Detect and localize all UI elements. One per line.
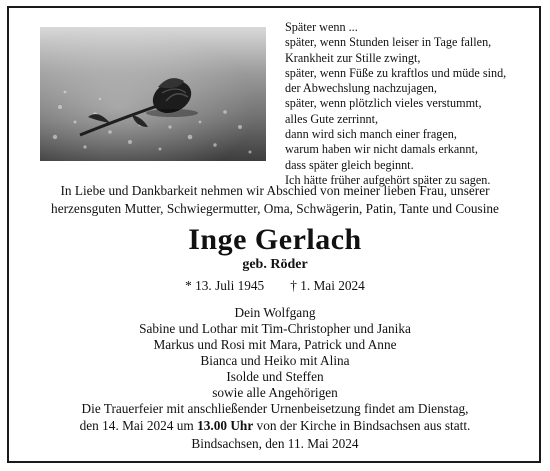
poem-line: dann wird sich manch einer fragen, xyxy=(285,127,457,142)
mourner-line: Markus und Rosi mit Mara, Patrick und Anne xyxy=(153,336,397,352)
mourner-line: sowie alle Angehörigen xyxy=(212,384,338,400)
place-and-date: Bindsachsen, den 11. Mai 2024 xyxy=(191,436,359,451)
life-dates xyxy=(0,277,550,294)
poem-line: warum haben wir nicht damals erkannt, xyxy=(285,142,478,157)
service-info xyxy=(0,401,550,434)
poem-line: Ich hätte früher aufgehört später zu sagen. xyxy=(285,172,491,187)
service-line xyxy=(0,418,550,435)
deceased-name: Inge Gerlach xyxy=(188,223,362,256)
birth-date: * 13. Juli 1945 xyxy=(185,278,265,293)
poem-line: Krankheit zur Stille zwingt, xyxy=(285,50,421,65)
rose-photo xyxy=(40,27,266,161)
service-time: 13.00 Uhr xyxy=(197,417,254,433)
intro-line: herzensguten Mutter, Schwiegermutter, Oma, Schwägerin, Patin, Tante und Cousine xyxy=(51,201,499,216)
death-date: † 1. Mai 2024 xyxy=(290,278,365,293)
mourner-line: Sabine und Lothar mit Tim-Christopher und Janika xyxy=(139,320,411,336)
service-date-text: den 14. Mai 2024 um xyxy=(79,417,198,433)
mourners-list xyxy=(0,305,550,400)
maiden-name: geb. Röder xyxy=(242,257,308,272)
poem-line: später, wenn Füße zu kraftlos und müde sind, xyxy=(285,65,507,80)
mourner-line: Bianca und Heiko mit Alina xyxy=(200,352,350,368)
poem xyxy=(285,20,506,188)
service-line: Die Trauerfeier mit anschließender Urnenbeisetzung findet am Dienstag, xyxy=(81,401,469,416)
poem-line: alles Gute zerrinnt, xyxy=(285,111,379,126)
farewell-intro xyxy=(0,182,550,218)
poem-line: später, wenn plötzlich vieles verstummt, xyxy=(285,96,482,111)
mourner-line: Isolde und Steffen xyxy=(226,368,324,384)
poem-line: später, wenn Stunden leiser in Tage fallen, xyxy=(285,35,492,50)
service-location-text: von der Kirche in Bindsachsen aus statt. xyxy=(253,417,471,433)
poem-line: Später wenn ... xyxy=(285,20,358,34)
poem-line: der Abwechslung nachzujagen, xyxy=(285,81,437,96)
intro-line: In Liebe und Dankbarkeit nehmen wir Abschied von meiner lieben Frau, unserer xyxy=(60,183,490,198)
mourner-line: Dein Wolfgang xyxy=(234,305,316,320)
poem-line: dass später gleich beginnt. xyxy=(285,157,414,172)
